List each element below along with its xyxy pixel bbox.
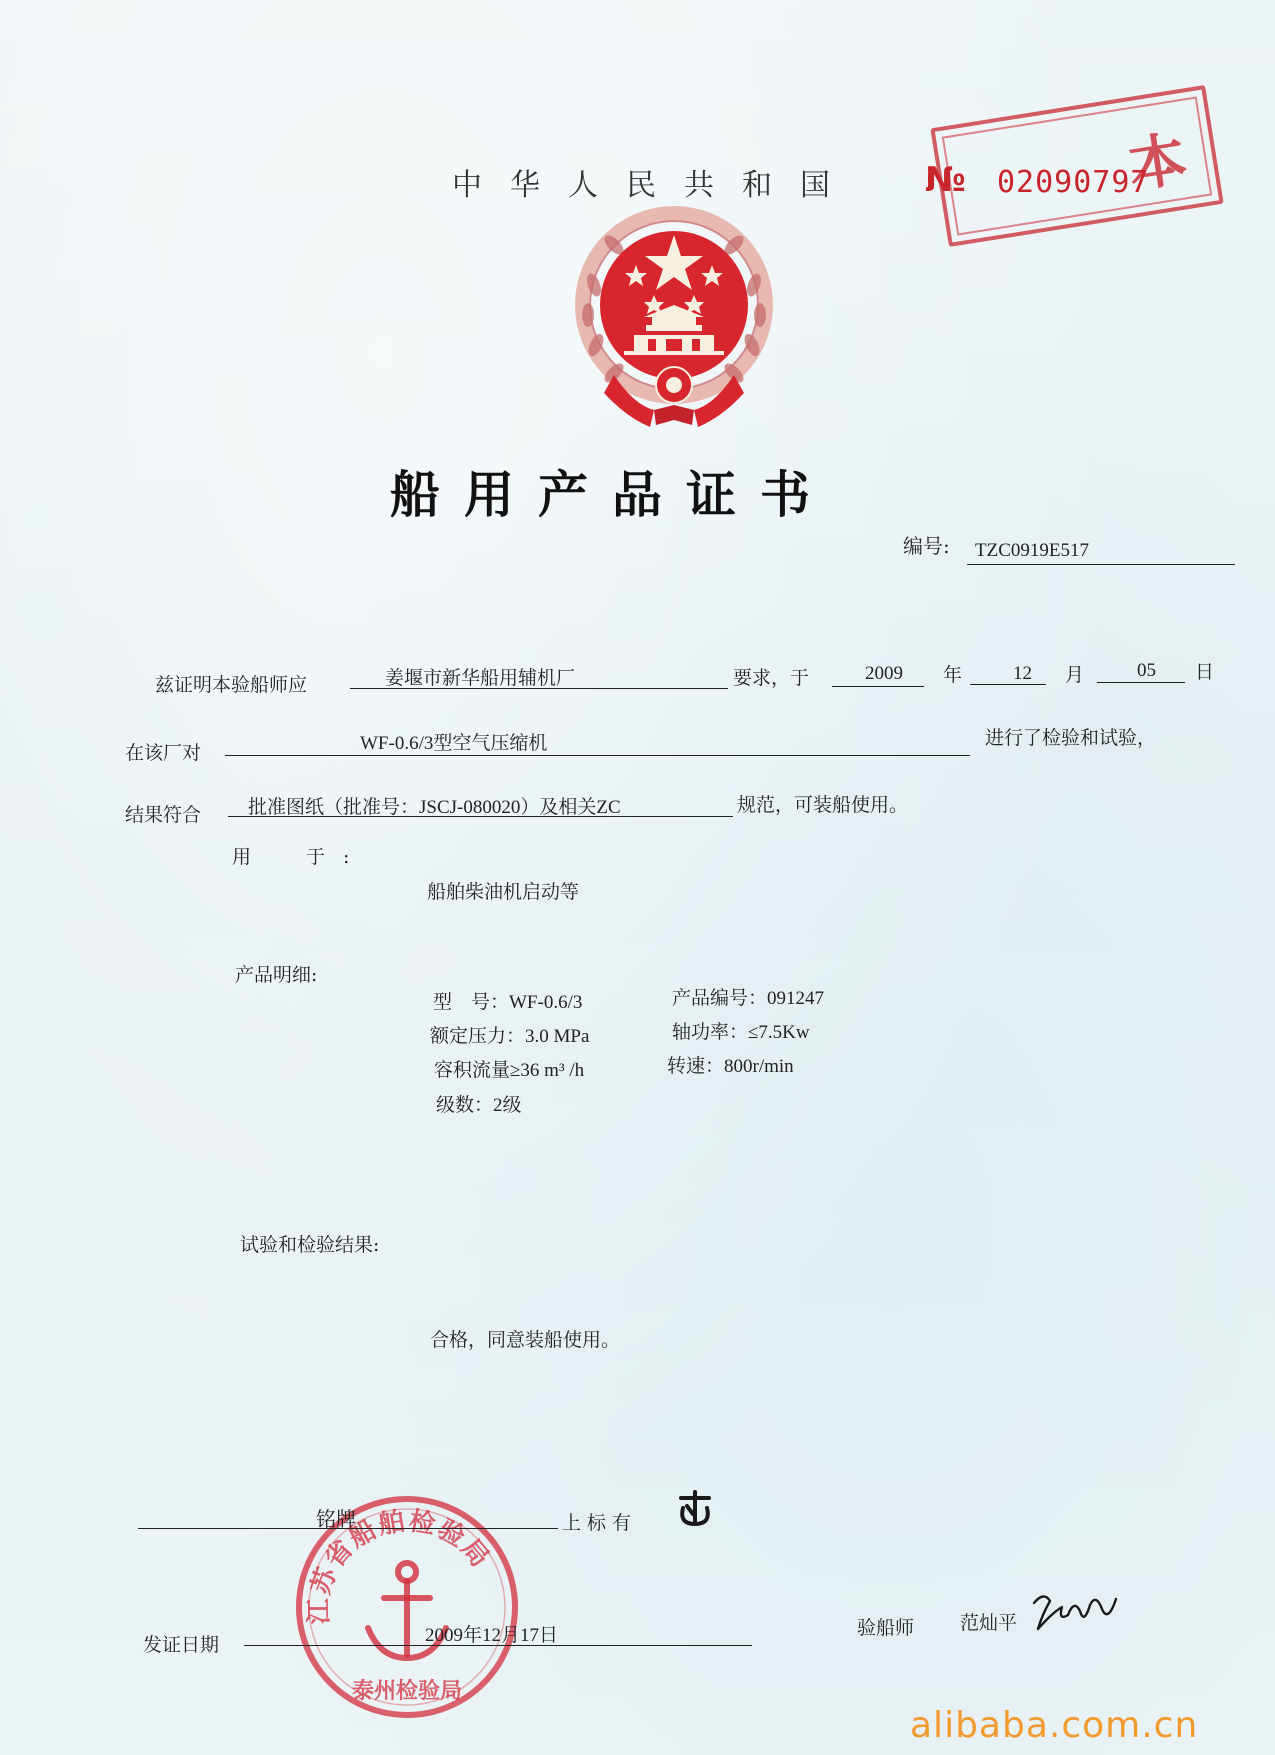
issue-date-label: 发证日期 (143, 1634, 220, 1656)
spec-power: 轴功率：≤7.5Kw (672, 1022, 810, 1043)
spec-speed: 转速：800r/min (667, 1056, 794, 1077)
svg-text:泰州检验局: 泰州检验局 (351, 1679, 463, 1704)
spec-model: 型 号：WF-0.6/3 (433, 992, 583, 1013)
factory-underline (350, 688, 728, 689)
spec-flow: 容积流量≥36 m³ /h (434, 1060, 585, 1081)
certificate-title: 船用产品证书 (390, 465, 834, 524)
use-value: 船舶柴油机启动等 (427, 882, 580, 903)
inspection-year: 2009 (865, 663, 903, 684)
factory-name: 姜堰市新华船用辅机厂 (385, 668, 576, 689)
test-result-value: 合格，同意装船使用。 (430, 1329, 621, 1351)
marked-label: 上标有 (562, 1512, 638, 1534)
issue-date-underline (244, 1645, 752, 1646)
site-watermark: alibaba.com.cn (910, 1705, 1199, 1746)
at-factory-label: 在该厂对 (125, 742, 202, 764)
use-label: 用 于: (232, 846, 368, 868)
year-underline (832, 686, 924, 687)
month-underline (970, 684, 1046, 685)
nameplate-label: 铭牌 (316, 1507, 356, 1531)
basis-underline (228, 816, 733, 817)
day-label: 日 (1195, 661, 1215, 683)
issue-date: 2009年12月17日 (425, 1625, 559, 1646)
surveyor-label: 验船师 (857, 1617, 915, 1639)
approval-basis: 批准图纸（批准号：JSCJ-080020）及相关ZC (248, 797, 621, 818)
spec-stages: 级数：2级 (436, 1095, 522, 1116)
svg-text:江苏省船舶检验局: 江苏省船舶检验局 (304, 1506, 496, 1625)
serial-number-label: № (925, 160, 966, 200)
cert-number-label: 编号: (903, 534, 950, 558)
spec-pressure: 额定压力：3.0 MPa (430, 1026, 590, 1047)
copy-stamp-text: 本 (1123, 124, 1192, 201)
test-result-label: 试验和检验结果: (240, 1234, 380, 1256)
certify-label: 兹证明本验船师应 (155, 674, 308, 696)
usable-label: 规范，可装船使用。 (737, 794, 909, 816)
national-emblem-icon (574, 205, 774, 430)
month-label: 月 (1065, 664, 1085, 686)
tested-label: 进行了检验和试验， (985, 727, 1157, 749)
spec-serial: 产品编号：091247 (672, 988, 825, 1009)
surveyor-name: 范灿平 (960, 1613, 1018, 1634)
cert-number-underline (967, 564, 1235, 565)
inspection-day: 05 (1137, 660, 1156, 681)
details-label: 产品明细: (235, 964, 318, 986)
day-underline (1097, 682, 1185, 683)
year-label: 年 (943, 664, 963, 686)
country-name: 中华人民共和国 (452, 168, 858, 203)
cert-number-value: TZC0919E517 (975, 540, 1089, 561)
result-label: 结果符合 (125, 804, 202, 826)
serial-number: 02090797 (997, 165, 1150, 200)
request-label: 要求，于 (733, 667, 810, 689)
product-name: WF-0.6/3型空气压缩机 (360, 733, 548, 754)
copy-stamp (930, 85, 1223, 247)
inspection-month: 12 (1013, 663, 1032, 684)
surveyor-signature-icon (1028, 1585, 1123, 1640)
zc-mark-icon (675, 1488, 715, 1530)
product-underline (225, 755, 970, 756)
